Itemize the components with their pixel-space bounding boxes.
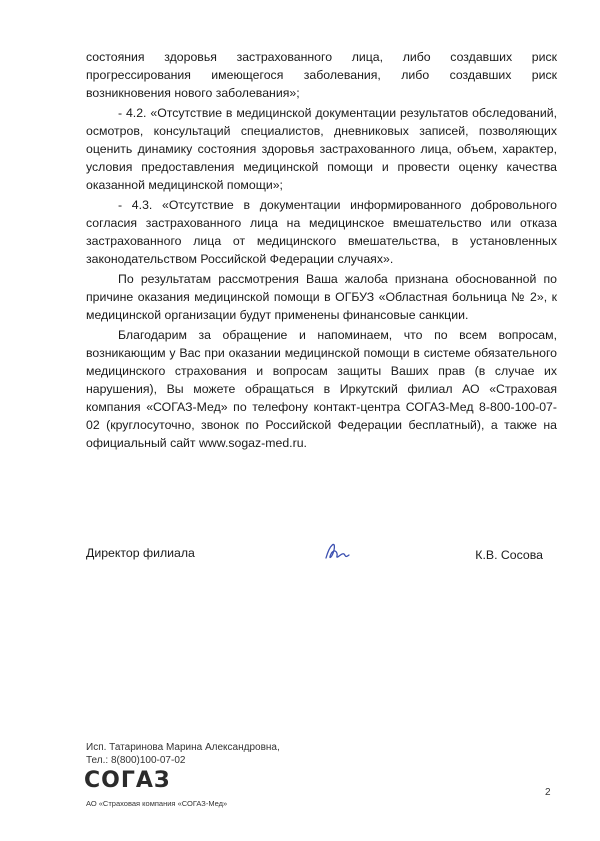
sogaz-logo: СОГАЗ (84, 768, 171, 793)
executor-name: Исп. Татаринова Марина Александровна, (86, 742, 280, 753)
signature-block (86, 540, 557, 570)
page-number: 2 (545, 787, 551, 798)
signatory-name: К.В. Сосова (475, 548, 543, 562)
letter-body (86, 48, 557, 454)
signatory-title: Директор филиала (86, 546, 195, 560)
executor-info (86, 741, 280, 767)
handwritten-signature (322, 538, 352, 564)
paragraph-continuation: состояния здоровья застрахованного лица, либо создавших риск прогрессирования имеющегося заболевания, либо создавших риск возникновения нового заболевания»; (86, 50, 557, 100)
paragraph-contacts: Благодарим за обращение и напоминаем, что по всем вопросам, возникающим у Вас при оказании медицинской помощи в системе обязательного медицинского страхования и вопросам защиты Ваших прав (в случае их нарушения), Вы можете обращаться в Иркутский филиал АО «Страховая компания «СОГАЗ-Мед» по телефону контакт-центра СОГАЗ-Мед 8-800-100-07-02 (круглосуточно, звонок по Российской Федерации бесплатный), а также на официальный сайт www.sogaz-med.ru. (86, 328, 557, 450)
company-name: АО «Страховая компания «СОГАЗ-Мед» (86, 799, 228, 808)
paragraph-item-4-3: - 4.3. «Отсутствие в документации информированного добровольного согласия застрахованного лица на медицинское вмешательство или отказа застрахованного лица от медицинского вмешательства, в установленных законодательством Российской Федерации случаях». (86, 198, 557, 266)
executor-phone: Тел.: 8(800)100-07-02 (86, 755, 186, 766)
paragraph-item-4-2: - 4.2. «Отсутствие в медицинской документации результатов обследований, осмотров, консультаций специалистов, дневниковых записей, позволяющих оценить динамику состояния здоровья застрахованного лица, объем, характер, условия предоставления медицинской помощи и провести оценку качества оказанной медицинской помощи»; (86, 106, 557, 192)
paragraph-result: По результатам рассмотрения Ваша жалоба признана обоснованной по причине оказания медицинской помощи в ОГБУЗ «Областная больница № 2», к медицинской организации будут применены финансовые санкции. (86, 272, 557, 322)
